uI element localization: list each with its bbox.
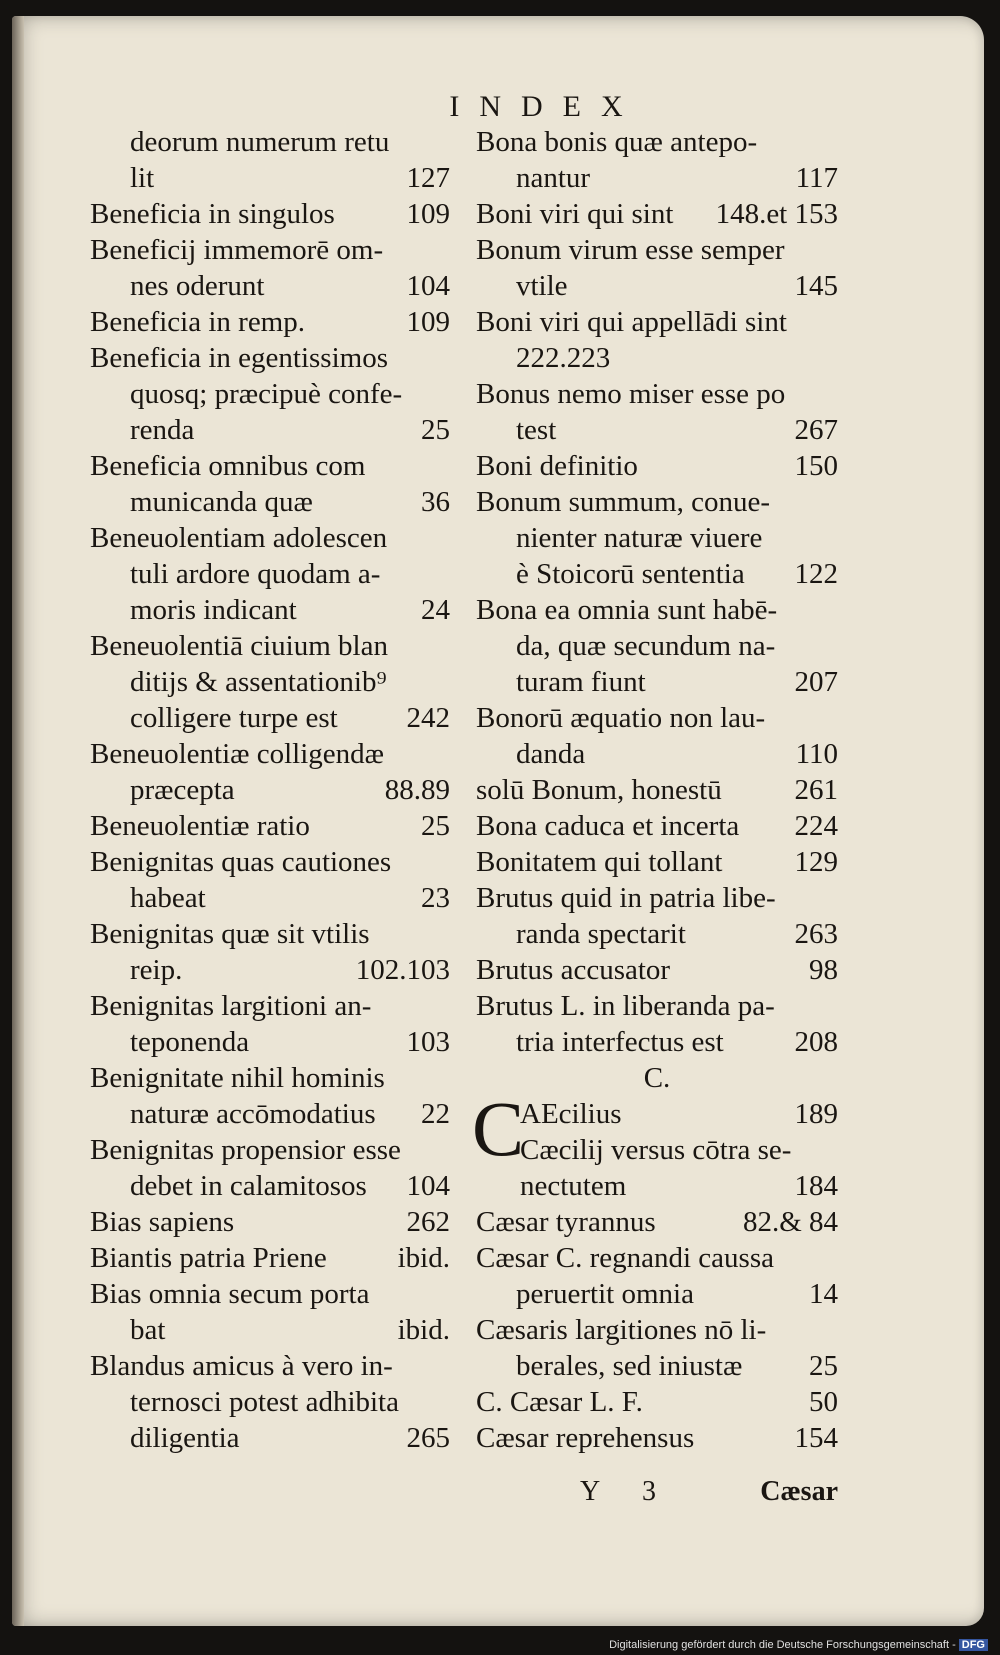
index-entry <box>90 628 450 736</box>
entry-text: tria interfectus est <box>516 1026 724 1058</box>
entry-line <box>476 808 838 844</box>
entry-text: bat <box>130 1314 166 1346</box>
credit-text: Digitalisierung gefördert durch die Deutsche Forschungsgemeinschaft - <box>609 1639 956 1651</box>
entry-text: nienter naturæ viuere <box>516 522 763 554</box>
entry-text: diligentia <box>130 1422 240 1454</box>
entry-line <box>476 1096 838 1132</box>
entry-page-number: 23 <box>421 882 450 914</box>
entry-text: Cæsar reprehensus <box>476 1422 695 1454</box>
entry-page-number: 263 <box>794 918 838 950</box>
index-entry <box>476 1240 838 1312</box>
entry-text: Bonus nemo miser esse po <box>476 378 786 410</box>
page-header: INDEX <box>449 90 643 123</box>
entry-page-number: 25 <box>809 1350 838 1382</box>
entry-page-number: 110 <box>795 738 838 770</box>
entry-page-number: 14 <box>809 1278 838 1310</box>
entry-page-number: 208 <box>794 1026 838 1058</box>
entry-text: Cæsaris largitiones nō li- <box>476 1314 767 1346</box>
entry-text: Boni viri qui appellādi sint <box>476 306 787 338</box>
entry-line <box>476 520 838 556</box>
index-entry <box>90 1240 450 1276</box>
entry-text: Bonitatem qui tollant <box>476 846 723 878</box>
entry-line <box>476 196 838 232</box>
entry-line <box>476 700 838 736</box>
index-entry <box>90 1060 450 1132</box>
entry-page-number: 267 <box>794 414 838 446</box>
catchword: Cæsar <box>760 1476 838 1507</box>
entry-line <box>90 376 450 412</box>
entry-text: Bona caduca et incerta <box>476 810 740 842</box>
entry-text: Benignitate nihil hominis <box>90 1062 385 1094</box>
entry-line <box>476 664 838 700</box>
entry-line <box>90 1024 450 1060</box>
entry-text: tuli ardore quodam a- <box>130 558 381 590</box>
entry-text: Beneuolentiā ciuium blan <box>90 630 388 662</box>
entry-line <box>90 1168 450 1204</box>
entry-text: da, quæ secundum na- <box>516 630 776 662</box>
entry-text: ditijs & assentationib⁹ <box>130 666 387 698</box>
entry-text: Cæsar tyrannus <box>476 1206 656 1238</box>
entry-page-number: 24 <box>421 594 450 626</box>
entry-text: lit <box>130 162 155 194</box>
entry-text: Beneuolentiam adolescen <box>90 522 388 554</box>
entry-text: Beneficia in singulos <box>90 198 335 230</box>
index-entry <box>90 1348 450 1456</box>
entry-text: municanda quæ <box>130 486 313 518</box>
index-entry <box>476 700 838 772</box>
entry-page-number: 36 <box>421 486 450 518</box>
entry-line <box>90 1348 450 1384</box>
entry-line <box>90 1276 450 1312</box>
entry-text: Brutus quid in patria libe- <box>476 882 776 914</box>
entry-text: nes oderunt <box>130 270 265 302</box>
entry-line <box>90 772 450 808</box>
index-entry <box>476 880 838 952</box>
index-entry <box>476 1384 838 1420</box>
entry-page-number: ibid. <box>397 1314 450 1346</box>
entry-text: Bonum summum, conue- <box>476 486 771 518</box>
entry-page-number: 122 <box>794 558 838 590</box>
entry-line <box>476 1348 838 1384</box>
entry-line <box>90 304 450 340</box>
index-entry <box>476 196 838 232</box>
index-entry <box>476 1204 838 1240</box>
entry-line <box>90 628 450 664</box>
index-entry <box>476 304 838 376</box>
entry-text: è Stoicorū sententia <box>516 558 745 590</box>
index-entry <box>472 1085 838 1204</box>
entry-page-number: 109 <box>406 306 450 338</box>
entry-line <box>90 160 450 196</box>
entry-text: Blandus amicus à vero in- <box>90 1350 393 1382</box>
entry-line <box>476 1132 838 1168</box>
signature-number: 3 <box>642 1476 656 1507</box>
entry-text: AEcilius <box>520 1098 622 1130</box>
entry-page-number: 184 <box>794 1170 838 1202</box>
entry-page-number: 25 <box>421 414 450 446</box>
entry-page-number: 189 <box>794 1098 838 1130</box>
entry-line <box>90 268 450 304</box>
entry-text: C. Cæsar L. F. <box>476 1386 643 1418</box>
index-entry <box>476 808 838 844</box>
digitization-credit <box>609 1639 988 1651</box>
index-entry <box>90 340 450 448</box>
entry-text: Brutus accusator <box>476 954 671 986</box>
entry-line <box>90 1312 450 1348</box>
entry-line <box>476 412 838 448</box>
index-entry <box>476 772 838 808</box>
entry-page-number: 25 <box>421 810 450 842</box>
entry-text: Bonum virum esse semper <box>476 234 785 266</box>
entry-text: Bias omnia secum porta <box>90 1278 370 1310</box>
entry-page-number: 50 <box>809 1386 838 1418</box>
entry-line <box>476 268 838 304</box>
entry-line <box>90 664 450 700</box>
entry-text: Brutus L. in liberanda pa- <box>476 990 775 1022</box>
entry-line <box>476 1384 838 1420</box>
entry-page-number: 150 <box>794 450 838 482</box>
entry-text: præcepta <box>130 774 235 806</box>
entry-text: berales, sed iniustæ <box>516 1350 743 1382</box>
entry-line <box>90 736 450 772</box>
index-entry <box>90 304 450 340</box>
entry-page-number: 104 <box>406 1170 450 1202</box>
index-entry <box>90 736 450 808</box>
entry-line <box>90 700 450 736</box>
right-column <box>472 124 838 1456</box>
index-entry <box>90 1276 450 1348</box>
entry-page-number: 88.89 <box>384 774 450 806</box>
entry-line <box>90 1132 450 1168</box>
entry-line <box>476 952 838 988</box>
index-entry <box>90 916 450 988</box>
entry-line <box>90 484 450 520</box>
book-page <box>12 16 984 1626</box>
entry-text: danda <box>516 738 586 770</box>
entry-page-number: 127 <box>406 162 450 194</box>
index-entry <box>90 844 450 916</box>
index-entry <box>90 808 450 844</box>
entry-line <box>476 448 838 484</box>
index-entry <box>90 988 450 1060</box>
entry-page-number: 265 <box>406 1422 450 1454</box>
entry-line <box>90 448 450 484</box>
index-entry <box>476 1312 838 1384</box>
entry-page-number: 117 <box>795 162 838 194</box>
index-entry <box>90 1204 450 1240</box>
entry-page-number: 82.& 84 <box>742 1206 838 1238</box>
entry-page-number: 145 <box>794 270 838 302</box>
entry-text: Beneuolentiæ colligendæ <box>90 738 384 770</box>
entry-text: Beneficia in egentissimos <box>90 342 388 374</box>
entry-text: Benignitas quæ sit vtilis <box>90 918 370 950</box>
entry-line <box>476 1312 838 1348</box>
entry-line <box>90 880 450 916</box>
entry-line <box>476 844 838 880</box>
entry-page-number: 148.et 153 <box>715 198 838 230</box>
entry-text: Benignitas quas cautiones <box>90 846 392 878</box>
entry-text: teponenda <box>130 1026 250 1058</box>
entry-line <box>476 772 838 808</box>
entry-text: Cæcilij versus cōtra se- <box>520 1134 792 1166</box>
entry-text: Biantis patria Priene <box>90 1242 327 1274</box>
entry-line <box>476 1276 838 1312</box>
entry-text: deorum numerum retu <box>130 126 390 158</box>
entry-text: Boni definitio <box>476 450 638 482</box>
entry-page-number: 102.103 <box>355 954 450 986</box>
dfg-logo: DFG <box>959 1639 988 1651</box>
index-entry <box>476 376 838 448</box>
entry-line <box>90 1096 450 1132</box>
entry-line <box>90 1204 450 1240</box>
entry-text: randa spectarit <box>516 918 686 950</box>
entry-line <box>476 484 838 520</box>
index-entry <box>476 232 838 304</box>
entry-page-number: 224 <box>794 810 838 842</box>
index-entry <box>476 988 838 1060</box>
entry-text: Benignitas largitioni an- <box>90 990 372 1022</box>
entry-text: habeat <box>130 882 206 914</box>
entry-line <box>90 124 450 160</box>
entry-text: 222.223 <box>516 342 611 374</box>
entry-line <box>476 592 838 628</box>
entry-page-number: 22 <box>421 1098 450 1130</box>
index-entry <box>90 448 450 520</box>
entry-text: reip. <box>130 954 183 986</box>
entry-line <box>476 340 838 376</box>
index-entry <box>90 196 450 232</box>
entry-line <box>90 808 450 844</box>
entry-line <box>476 628 838 664</box>
entry-line <box>90 412 450 448</box>
entry-line <box>90 196 450 232</box>
entry-text: Beneuolentiæ ratio <box>90 810 310 842</box>
entry-text: Beneficia in remp. <box>90 306 305 338</box>
entry-line <box>476 124 838 160</box>
entry-text: nantur <box>516 162 591 194</box>
entry-line <box>476 1420 838 1456</box>
entry-text: Bona ea omnia sunt habē- <box>476 594 778 626</box>
section-letter: C. <box>643 1062 671 1094</box>
entry-line <box>476 880 838 916</box>
entry-text: nectutem <box>520 1170 627 1202</box>
entry-text: vtile <box>516 270 568 302</box>
index-entry <box>476 592 838 700</box>
entry-page-number: 109 <box>406 198 450 230</box>
entry-text: moris indicant <box>130 594 297 626</box>
entry-line <box>90 988 450 1024</box>
index-entry <box>90 1132 450 1204</box>
entry-line <box>90 952 450 988</box>
entry-page-number: 103 <box>406 1026 450 1058</box>
entry-text: colligere turpe est <box>130 702 338 734</box>
entry-page-number: 129 <box>794 846 838 878</box>
entry-text: ternosci potest adhibita <box>130 1386 399 1418</box>
entry-page-number: 261 <box>794 774 838 806</box>
entry-line <box>90 1060 450 1096</box>
index-entry <box>476 484 838 592</box>
left-column <box>90 124 450 1456</box>
entry-page-number: 242 <box>406 702 450 734</box>
entry-line <box>90 556 450 592</box>
entry-text: solū Bonum, honestū <box>476 774 722 806</box>
entry-line <box>476 916 838 952</box>
index-entry <box>476 448 838 484</box>
entry-text: debet in calamitosos <box>130 1170 367 1202</box>
entry-line <box>476 988 838 1024</box>
entry-text: renda <box>130 414 195 446</box>
entry-text: Cæsar C. regnandi caussa <box>476 1242 774 1274</box>
entry-page-number: 104 <box>406 270 450 302</box>
entry-text: Bias sapiens <box>90 1206 235 1238</box>
entry-text: peruertit omnia <box>516 1278 694 1310</box>
index-entry <box>90 520 450 628</box>
index-entry <box>476 1420 838 1456</box>
entry-text: test <box>516 414 557 446</box>
index-entry <box>476 952 838 988</box>
entry-line <box>476 232 838 268</box>
entry-line <box>90 1384 450 1420</box>
entry-text: Boni viri qui sint <box>476 198 674 230</box>
entry-text: Benignitas propensior esse <box>90 1134 401 1166</box>
entry-line <box>476 1024 838 1060</box>
signature-mark: Y <box>580 1476 601 1507</box>
entry-page-number: 207 <box>794 666 838 698</box>
entry-text: Bona bonis quæ antepo- <box>476 126 758 158</box>
entry-line <box>476 376 838 412</box>
entry-line <box>90 1420 450 1456</box>
entry-page-number: 98 <box>809 954 838 986</box>
entry-line <box>476 1240 838 1276</box>
entry-line <box>90 340 450 376</box>
entry-line <box>90 844 450 880</box>
entry-line <box>476 1168 838 1204</box>
entry-line <box>90 232 450 268</box>
index-entry <box>90 124 450 196</box>
entry-page-number: 262 <box>406 1206 450 1238</box>
entry-line <box>476 1204 838 1240</box>
entry-line <box>90 520 450 556</box>
entry-text: quosq; præcipuè confe- <box>130 378 403 410</box>
index-entry <box>476 844 838 880</box>
drop-cap: C <box>472 1085 525 1172</box>
entry-text: Beneficia omnibus com <box>90 450 366 482</box>
entry-text: turam fiunt <box>516 666 646 698</box>
index-entry <box>476 124 838 196</box>
entry-line <box>90 1240 450 1276</box>
index-entry <box>90 232 450 304</box>
entry-page-number: ibid. <box>397 1242 450 1274</box>
entry-line <box>90 916 450 952</box>
entry-text: Bonorū æquatio non lau- <box>476 702 766 734</box>
entry-line <box>90 592 450 628</box>
entry-line <box>476 556 838 592</box>
entry-line <box>476 160 838 196</box>
entry-line <box>476 736 838 772</box>
entry-text: Beneficij immemorē om- <box>90 234 384 266</box>
entry-text: naturæ accōmodatius <box>130 1098 376 1130</box>
entry-page-number: 154 <box>794 1422 838 1454</box>
entry-line <box>476 304 838 340</box>
